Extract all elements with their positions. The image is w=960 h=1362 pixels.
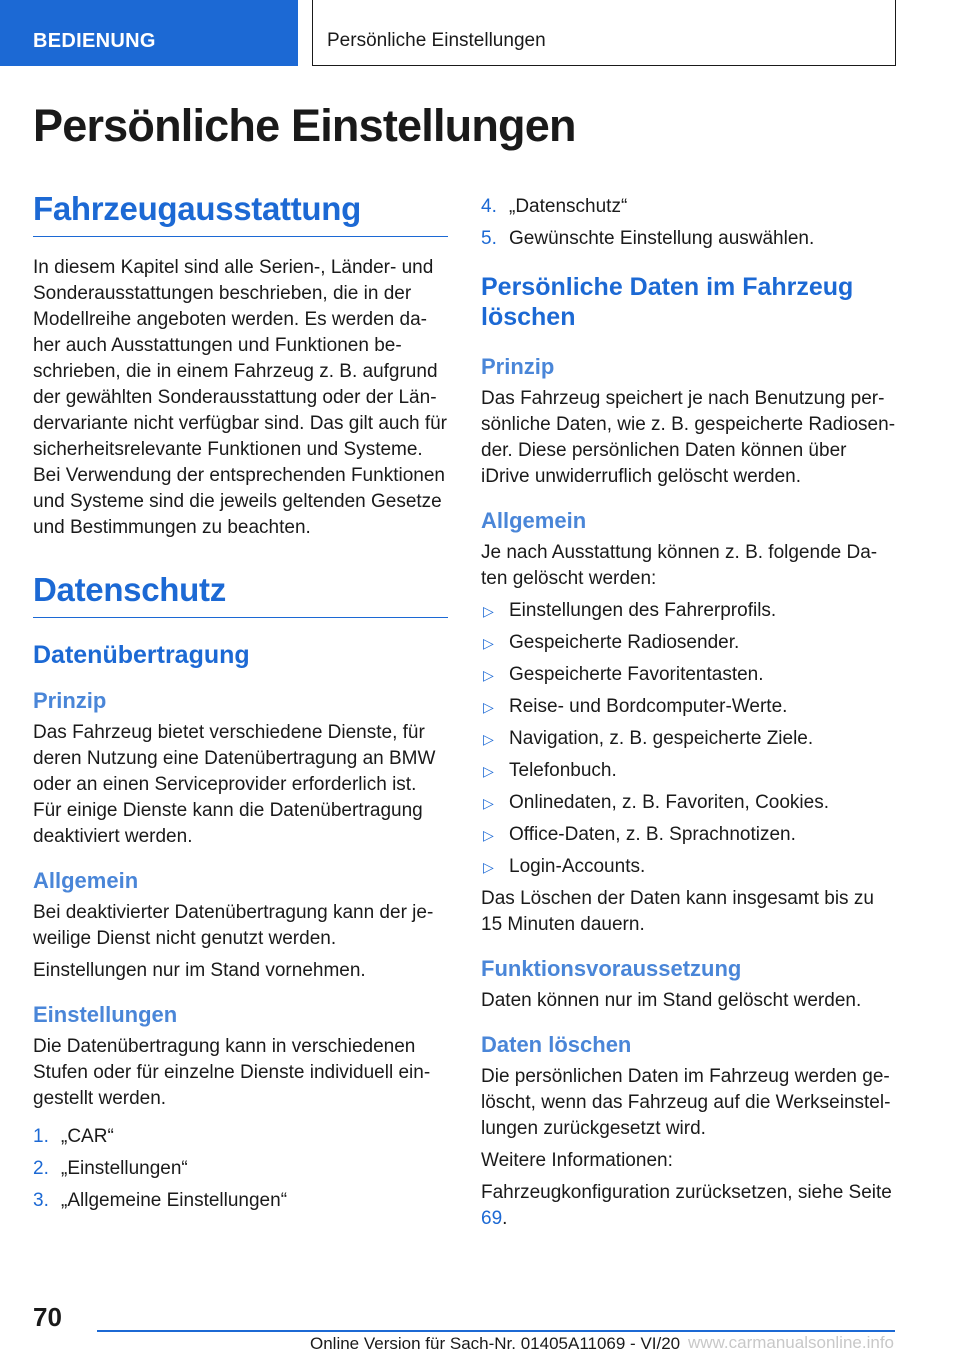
- paragraph-allgemein-1: Bei deaktivierter Datenübertragung kann der jeweilige Dienst nicht genutzt werden.: [33, 902, 434, 949]
- paragraph-funktionsvoraussetzung: Daten können nur im Stand gelöscht werden.: [481, 990, 862, 1011]
- step-text: „CAR“: [61, 1126, 114, 1147]
- list-item: [481, 194, 896, 220]
- step-number: 1.: [33, 1126, 49, 1147]
- heading-datenschutz: Datenschutz: [33, 571, 448, 618]
- steps-list-left: [33, 1124, 448, 1214]
- heading-prinzip-right: Prinzip: [481, 354, 555, 379]
- bullet-text: Gespeicherte Favoritentasten.: [509, 664, 764, 685]
- heading-daten-loeschen: Daten löschen: [481, 1032, 632, 1057]
- bullet-text: Gespeicherte Radiosender.: [509, 632, 740, 653]
- page-reference-link[interactable]: 69: [481, 1208, 503, 1229]
- bullet-triangle-icon: ▷: [483, 603, 494, 619]
- paragraph-einstellungen: Die Datenübertragung kann in verschiedenen Stufen oder für einzelne Dienste individuell eingestellt werden.: [33, 1036, 431, 1109]
- bullet-triangle-icon: ▷: [483, 763, 494, 779]
- footer-divider: [97, 1330, 895, 1332]
- heading-allgemein-right: Allgemein: [481, 508, 587, 533]
- heading-prinzip: Prinzip: [33, 688, 107, 713]
- bullet-text: Onlinedaten, z. B. Favoriten, Cookies.: [509, 792, 829, 813]
- steps-list-right: [481, 194, 896, 252]
- step-text: „Allgemeine Einstellungen“: [61, 1190, 288, 1211]
- paragraph-daten-loeschen: Die persönlichen Daten im Fahrzeug werden gelöscht, wenn das Fahrzeug auf die Werkseinstellungen zurückgesetzt wird.: [481, 1066, 891, 1139]
- list-item: [481, 694, 896, 720]
- bullet-text: Telefonbuch.: [509, 760, 617, 781]
- step-number: 3.: [33, 1190, 49, 1211]
- section-tab[interactable]: BEDIENUNG: [0, 0, 298, 66]
- bullet-text: Login-Accounts.: [509, 856, 646, 877]
- footer-online-version: Online Version für Sach-Nr. 01405A11069 - VI/20: [310, 1334, 681, 1353]
- paragraph-allgemein-right: Je nach Ausstattung können z. B. folgende Daten gelöscht werden:: [481, 542, 878, 589]
- list-item: [481, 822, 896, 848]
- bullet-list: [481, 598, 896, 880]
- bullet-triangle-icon: ▷: [483, 699, 494, 715]
- heading-funktionsvoraussetzung: Funktionsvoraussetzung: [481, 956, 742, 981]
- list-item: [481, 226, 896, 252]
- list-item: [481, 790, 896, 816]
- bullet-triangle-icon: ▷: [483, 827, 494, 843]
- list-item: [481, 726, 896, 752]
- step-text: „Datenschutz“: [509, 196, 628, 217]
- list-item: [481, 662, 896, 688]
- step-number: 2.: [33, 1158, 49, 1179]
- list-item: [481, 758, 896, 784]
- heading-daten-loeschen-section: Persönliche Daten im Fahrzeug löschen: [481, 273, 854, 331]
- bullet-triangle-icon: ▷: [483, 795, 494, 811]
- chapter-tab[interactable]: Persönliche Einstellungen: [312, 0, 896, 66]
- step-number: 4.: [481, 196, 497, 217]
- list-item: [481, 630, 896, 656]
- paragraph-allgemein-2: Einstellungen nur im Stand vornehmen.: [33, 960, 366, 981]
- page-number: 70: [33, 1302, 62, 1332]
- heading-einstellungen: Einstellungen: [33, 1002, 178, 1027]
- bullet-triangle-icon: ▷: [483, 635, 494, 651]
- paragraph-weitere-informationen: Weitere Informationen:: [481, 1150, 673, 1171]
- heading-allgemein: Allgemein: [33, 868, 139, 893]
- bullet-text: Office-Daten, z. B. Sprachnotizen.: [509, 824, 796, 845]
- heading-fahrzeugausstattung: Fahrzeugausstattung: [33, 190, 448, 237]
- bullet-triangle-icon: ▷: [483, 667, 494, 683]
- list-item: [481, 854, 896, 880]
- page-title: Persönliche Einstellungen: [33, 100, 576, 151]
- list-item: [33, 1156, 448, 1182]
- page-header: [0, 0, 960, 66]
- list-item: [33, 1124, 448, 1150]
- heading-datenuebertragung: Datenübertragung: [33, 641, 250, 669]
- paragraph-prinzip-right: Das Fahrzeug speichert je nach Benutzung persönliche Daten, wie z. B. gespeicherte Radiosender. Diese persönlichen Daten können über iDrive unwiderruflich gelöscht werden.: [481, 388, 896, 487]
- bullet-triangle-icon: ▷: [483, 731, 494, 747]
- bullet-text: Einstellungen des Fahrerprofils.: [509, 600, 777, 621]
- step-text: Gewünschte Einstellung auswählen.: [509, 228, 815, 249]
- bullet-text: Reise- und Bordcomputer-Werte.: [509, 696, 788, 717]
- paragraph-dauer: Das Löschen der Daten kann insgesamt bis zu 15 Minuten dauern.: [481, 888, 874, 935]
- paragraph-prinzip: Das Fahrzeug bietet verschiedene Dienste, für deren Nutzung eine Datenübertragung an BMW oder an einen Serviceprovider erforderlich ist. Für einige Dienste kann die Datenübertragung deaktiviert werden.: [33, 722, 436, 847]
- paragraph-reference: [481, 1180, 896, 1232]
- list-item: [481, 598, 896, 624]
- left-column: [33, 190, 448, 1220]
- paragraph-fahrzeugausstattung: In diesem Kapitel sind alle Serien-, Länder- und Sonderausstattungen beschrieben, die in der Modellreihe angeboten werden. Es werden daher auch Ausstattungen und Funktionen beschrieben, die in einem Fahrzeug z. B. aufgrund der gewählten Sonderausstattung oder der Ländervariante nicht verfügbar sind. Das gilt auch für sicherheitsrelevante Funktionen und Systeme. Bei Verwendung der entsprechenden Funktionen und Systeme sind die jeweils geltenden Gesetze und Bestimmungen zu beachten.: [33, 257, 447, 538]
- bullet-text: Navigation, z. B. gespeicherte Ziele.: [509, 728, 814, 749]
- list-item: [33, 1188, 448, 1214]
- step-text: „Einstellungen“: [61, 1158, 188, 1179]
- reference-text: Fahrzeugkonfiguration zurücksetzen, siehe Seite: [481, 1182, 892, 1203]
- bullet-triangle-icon: ▷: [483, 859, 494, 875]
- right-column: [481, 190, 896, 1238]
- footer-watermark: www.carmanualsonline.info: [688, 1333, 894, 1352]
- reference-end: .: [502, 1208, 508, 1229]
- step-number: 5.: [481, 228, 497, 249]
